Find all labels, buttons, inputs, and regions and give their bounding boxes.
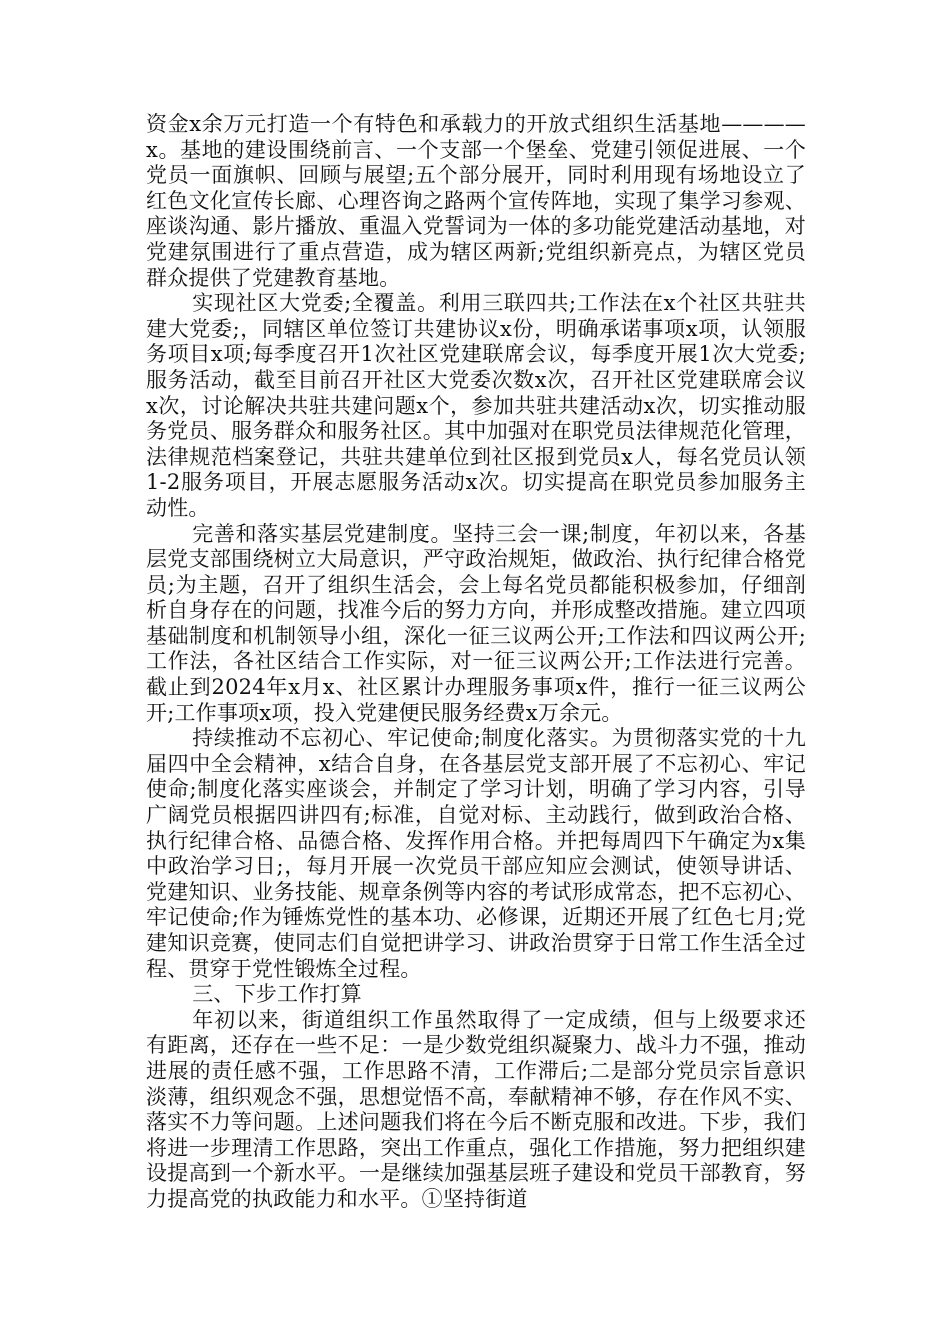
paragraph-community-party-committee: 实现社区大党委;全覆盖。利用三联四共;工作法在x个社区共驻共建大党委;，同辖区单位签订共建协议x份，明确承诺事项x项，认领服务项目x项;每季度召开1次社区党建联席会议，每季度开展1次大党委;服务活动，截至目前召开社区大党委次数x次，召开社区党建联席会议x次，讨论解决共驻共建问题x个，参加共驻共建活动x次，切实推动服务党员、服务群众和服务社区。其中加强对在职党员法律规范化管理，法律规范档案登记，共驻共建单位到社区报到党员x人，每名党员认领1-2服务项目，开展志愿服务活动x次。切实提高在职党员参加服务主动性。 — [146, 291, 806, 520]
paragraph-shortcomings: 年初以来，街道组织工作虽然取得了一定成绩，但与上级要求还有距离，还存在一些不足：一是少数党组织凝聚力、战斗力不强，推动进展的责任感不强，工作思路不清，工作滞后;二是部分党员宗旨意识淡薄，组织观念不强，思想觉悟不高，奉献精神不够，存在作风不实、落实不力等问题。上述问题我们将在今后不断克服和改进。下步，我们将进一步理清工作思路，突出工作重点，强化工作措施，努力把组织建设提高到一个新水平。一是继续加强基层班子建设和党员干部教育，努力提高党的执政能力和水平。①坚持街道 — [146, 1007, 806, 1211]
paragraph-original-aspiration: 持续推动不忘初心、牢记使命;制度化落实。为贯彻落实党的十九届四中全会精神，x结合自身，在各基层党支部开展了不忘初心、牢记使命;制度化落实座谈会，并制定了学习计划，明确了学习内容，引导广阔党员根据四讲四有;标准，自觉对标、主动践行，做到政治合格、执行纪律合格、品德合格、发挥作用合格。并把每周四下午确定为x集中政治学习日;，每月开展一次党员干部应知应会测试，使领导讲话、党建知识、业务技能、规章条例等内容的考试形成常态，把不忘初心、牢记使命;作为锤炼党性的基本功、必修课，近期还开展了红色七月;党建知识竞赛，使同志们自觉把讲学习、讲政治贯穿于日常工作生活全过程、贯穿于党性锻炼全过程。 — [146, 726, 806, 981]
paragraph-base-construction: 资金x余万元打造一个有特色和承载力的开放式组织生活基地————x。基地的建设围绕前言、一个支部一个堡垒、党建引领促进展、一个党员一面旗帜、回顾与展望;五个部分展开，同时利用现有场地设立了红色文化宣传长廊、心理咨询之路两个宣传阵地，实现了集学习参观、座谈沟通、影片播放、重温入党誓词为一体的多功能党建活动基地，对党建氛围进行了重点营造，成为辖区两新;党组织新亮点，为辖区党员群众提供了党建教育基地。 — [146, 112, 806, 290]
paragraph-party-system: 完善和落实基层党建制度。坚持三会一课;制度，年初以来，各基层党支部围绕树立大局意识，严守政治规矩，做政治、执行纪律合格党员;为主题，召开了组织生活会，会上每名党员都能积极参加，仔细剖析自身存在的问题，找准今后的努力方向，并形成整改措施。建立四项基础制度和机制领导小组，深化一征三议两公开;工作法和四议两公开;工作法，各社区结合工作实际，对一征三议两公开;工作法进行完善。截止到2024年x月x、社区累计办理服务事项x件，推行一征三议两公开;工作事项x项，投入党建便民服务经费x万余元。 — [146, 521, 806, 725]
section-heading-next-steps: 三、下步工作打算 — [192, 982, 362, 1007]
document-body — [146, 112, 806, 1213]
